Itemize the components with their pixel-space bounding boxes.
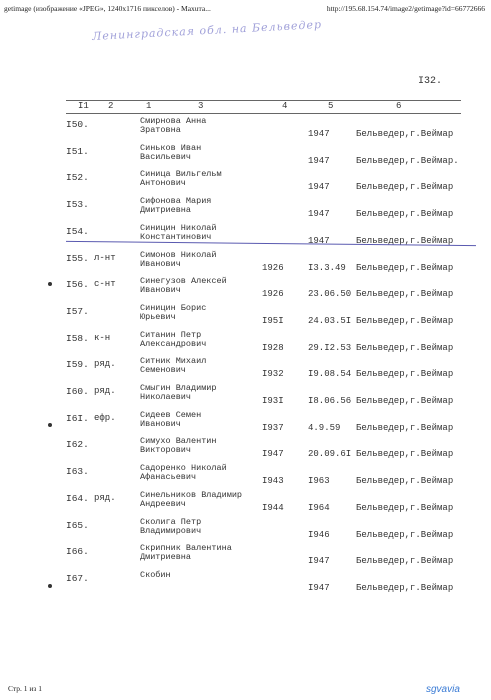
table-row bbox=[66, 570, 466, 606]
row-full-name bbox=[140, 437, 217, 455]
row-number: I66. bbox=[66, 546, 89, 558]
row-birth-year: I937 bbox=[262, 422, 284, 433]
row-name-line-1: Сколига Петр bbox=[140, 516, 202, 527]
row-full-name bbox=[140, 251, 217, 269]
row-date: 29.I2.53 bbox=[308, 342, 352, 353]
handwritten-note: Ленинградская обл. на Бельведер bbox=[91, 17, 323, 44]
header-col-3: 3 bbox=[198, 101, 204, 111]
header-col-6: 6 bbox=[396, 101, 402, 111]
row-name-line-1: Сидеев Семен bbox=[140, 409, 202, 420]
row-name-line-2: Константинович bbox=[140, 231, 212, 242]
row-date: 1947 bbox=[308, 209, 330, 220]
punch-mark bbox=[48, 423, 52, 427]
row-birth-year: I93I bbox=[262, 396, 284, 406]
row-date: 1947 bbox=[308, 182, 330, 193]
header-col-2: 2 bbox=[108, 101, 114, 111]
watermark-logo: sgvavia bbox=[426, 684, 460, 695]
header-col-5: 5 bbox=[328, 101, 334, 111]
row-place: Бельведер,г.Веймар bbox=[356, 582, 454, 593]
row-date: 1947 bbox=[308, 155, 330, 166]
row-date: I8.06.56 bbox=[308, 396, 352, 406]
row-number: I62. bbox=[66, 439, 89, 451]
row-name-line-2: Владимирович bbox=[140, 525, 202, 536]
table-header bbox=[66, 100, 461, 114]
row-name-line-1: Скрипник Валентина bbox=[140, 543, 232, 554]
row-full-name bbox=[140, 544, 232, 562]
row-full-name bbox=[140, 224, 217, 242]
row-name-line-2: Антонович bbox=[140, 178, 186, 189]
row-place: Бельведер,г.Веймар bbox=[356, 502, 454, 513]
row-full-name bbox=[140, 117, 206, 135]
row-name-line-1: Синельников Владимир bbox=[140, 489, 243, 500]
row-full-name bbox=[140, 144, 201, 162]
row-birth-year: I944 bbox=[262, 502, 284, 513]
row-name-line-2: Иванович bbox=[140, 285, 181, 296]
row-date: I947 bbox=[308, 582, 330, 593]
row-number: I63. bbox=[66, 466, 89, 478]
row-number: I54. bbox=[66, 225, 89, 237]
row-place: Бельведер,г.Веймар bbox=[356, 476, 454, 487]
row-name-line-1: Смыгин Владимир bbox=[140, 383, 217, 393]
row-name-line-2: Викторович bbox=[140, 445, 192, 456]
row-name-line-1: Ситанин Петр bbox=[140, 329, 202, 340]
row-full-name bbox=[140, 491, 242, 509]
row-name-line-2: Афанасьевич bbox=[140, 472, 197, 483]
row-birth-year: I947 bbox=[262, 449, 284, 460]
row-full-name bbox=[140, 357, 206, 375]
page-number: I32. bbox=[418, 76, 443, 87]
page-indicator: Стр. 1 из 1 bbox=[8, 684, 42, 693]
row-number: I52. bbox=[66, 172, 89, 184]
row-full-name bbox=[140, 518, 201, 536]
row-place: Бельведер,г.Веймар bbox=[356, 369, 454, 380]
row-name-line-1: Садоренко Николай bbox=[140, 463, 227, 474]
browser-title: getimage (изображение «JPEG», 1240x1716 пикселов) - Maxuта... bbox=[4, 4, 211, 13]
row-rank: с-нт bbox=[94, 279, 116, 290]
row-number: I51. bbox=[66, 145, 89, 157]
row-number: I50. bbox=[66, 119, 89, 130]
row-rank: ряд. bbox=[94, 359, 116, 370]
row-name-line-1: Сифонова Мария bbox=[140, 196, 212, 207]
row-name-line-2: Васильевич bbox=[140, 151, 192, 162]
row-name-line-1: Синица Вильгельм bbox=[140, 169, 222, 180]
row-place: Бельведер,г.Веймар bbox=[356, 315, 454, 326]
row-place: Бельведер,г.Веймар. bbox=[356, 155, 459, 166]
row-date: 1947 bbox=[308, 129, 330, 139]
row-place: Бельведер,г.Веймар bbox=[356, 449, 454, 460]
row-date: I963 bbox=[308, 476, 330, 487]
row-number: I60. bbox=[66, 386, 89, 397]
row-place: Бельведер,г.Веймар bbox=[356, 182, 454, 193]
header-col-1: I1 bbox=[78, 101, 89, 111]
row-name-line-2: Николаевич bbox=[140, 392, 192, 402]
row-full-name bbox=[140, 464, 227, 482]
row-rank: ряд. bbox=[94, 492, 116, 503]
row-place: Бельведер,г.Веймар bbox=[356, 262, 454, 273]
row-name-line-1: Синицин Борис bbox=[140, 302, 207, 313]
row-name-line-2: Дмитриевна bbox=[140, 552, 192, 563]
row-name-line-1: Ситник Михаил bbox=[140, 356, 207, 367]
row-name-line-1: Симонов Николай bbox=[140, 249, 217, 260]
row-date: I9.08.54 bbox=[308, 369, 352, 380]
row-full-name bbox=[140, 277, 227, 295]
row-place: Бельведер,г.Веймар bbox=[356, 396, 454, 406]
row-place: Бельведер,г.Веймар bbox=[356, 289, 454, 300]
browser-url: http://195.68.154.74/image2/getimage?id=66772666 bbox=[326, 4, 485, 13]
row-date: 24.03.5I bbox=[308, 315, 352, 326]
punch-mark bbox=[48, 282, 52, 286]
row-birth-year: I943 bbox=[262, 476, 284, 487]
row-place: Бельведер,г.Веймар bbox=[356, 209, 454, 220]
row-birth-year: I95I bbox=[262, 315, 284, 326]
punch-mark bbox=[48, 584, 52, 588]
row-place: Бельведер,г.Веймар bbox=[356, 556, 454, 567]
row-rank: ефр. bbox=[94, 412, 116, 423]
row-number: I67. bbox=[66, 572, 89, 584]
row-name-line-1: Синьков Иван bbox=[140, 142, 202, 153]
row-number: I57. bbox=[66, 305, 89, 317]
row-full-name bbox=[140, 331, 206, 349]
row-number: I56. bbox=[66, 279, 89, 291]
row-full-name bbox=[140, 197, 211, 215]
row-rank: л-нт bbox=[94, 252, 116, 263]
row-place: Бельведер,г.Веймар bbox=[356, 342, 454, 353]
row-full-name bbox=[140, 411, 201, 429]
row-date: I3.3.49 bbox=[308, 262, 346, 273]
row-name-line-1: Скобин bbox=[140, 569, 171, 580]
row-full-name bbox=[140, 384, 217, 402]
row-birth-year: 1926 bbox=[262, 289, 284, 300]
row-number: I53. bbox=[66, 199, 89, 211]
row-name-line-2: Иванович bbox=[140, 418, 181, 429]
row-name-line-2: Зратовна bbox=[140, 125, 181, 135]
row-number: I65. bbox=[66, 519, 89, 531]
row-place: Бельведер,г.Веймар bbox=[356, 529, 454, 540]
row-date: 1947 bbox=[308, 235, 330, 246]
row-date: 20.09.6I bbox=[308, 449, 352, 460]
row-date: 4.9.59 bbox=[308, 422, 341, 433]
row-birth-year: I932 bbox=[262, 369, 284, 380]
row-birth-year: I928 bbox=[262, 342, 284, 353]
row-name-line-1: Синицин Николай bbox=[140, 222, 217, 233]
row-name-line-2: Александрович bbox=[140, 338, 207, 349]
row-name-line-2: Андреевич bbox=[140, 498, 186, 509]
header-col-3a: 1 bbox=[146, 101, 152, 111]
row-number: I64. bbox=[66, 492, 89, 504]
row-full-name bbox=[140, 170, 222, 188]
row-name-line-2: Дмитриевна bbox=[140, 205, 192, 216]
row-name-line-2: Семенович bbox=[140, 365, 186, 376]
row-number: I59. bbox=[66, 359, 89, 371]
header-col-4: 4 bbox=[282, 101, 288, 111]
row-place: Бельведер,г.Веймар bbox=[356, 422, 454, 433]
row-full-name bbox=[140, 304, 206, 322]
row-name-line-1: Симухо Валентин bbox=[140, 436, 217, 447]
row-date: I946 bbox=[308, 529, 330, 540]
row-number: I58. bbox=[66, 332, 89, 344]
row-place: Бельведер,г.Веймар bbox=[356, 129, 454, 139]
row-birth-year: 1926 bbox=[262, 262, 284, 273]
row-date: I947 bbox=[308, 556, 330, 567]
row-name-line-1: Смирнова Анна bbox=[140, 116, 207, 126]
row-date: 23.06.50 bbox=[308, 289, 352, 300]
row-date: I964 bbox=[308, 502, 330, 513]
row-number: I6I. bbox=[66, 412, 89, 424]
row-rank: ряд. bbox=[94, 386, 116, 396]
row-number: I55. bbox=[66, 252, 89, 264]
row-name-line-1: Синегузов Алексей bbox=[140, 276, 227, 287]
row-place: Бельведер,г.Веймар bbox=[356, 235, 454, 246]
row-rank: к-н bbox=[94, 332, 111, 343]
row-full-name bbox=[140, 571, 171, 580]
row-name-line-2: Иванович bbox=[140, 258, 181, 269]
row-name-line-2: Юрьевич bbox=[140, 311, 176, 322]
